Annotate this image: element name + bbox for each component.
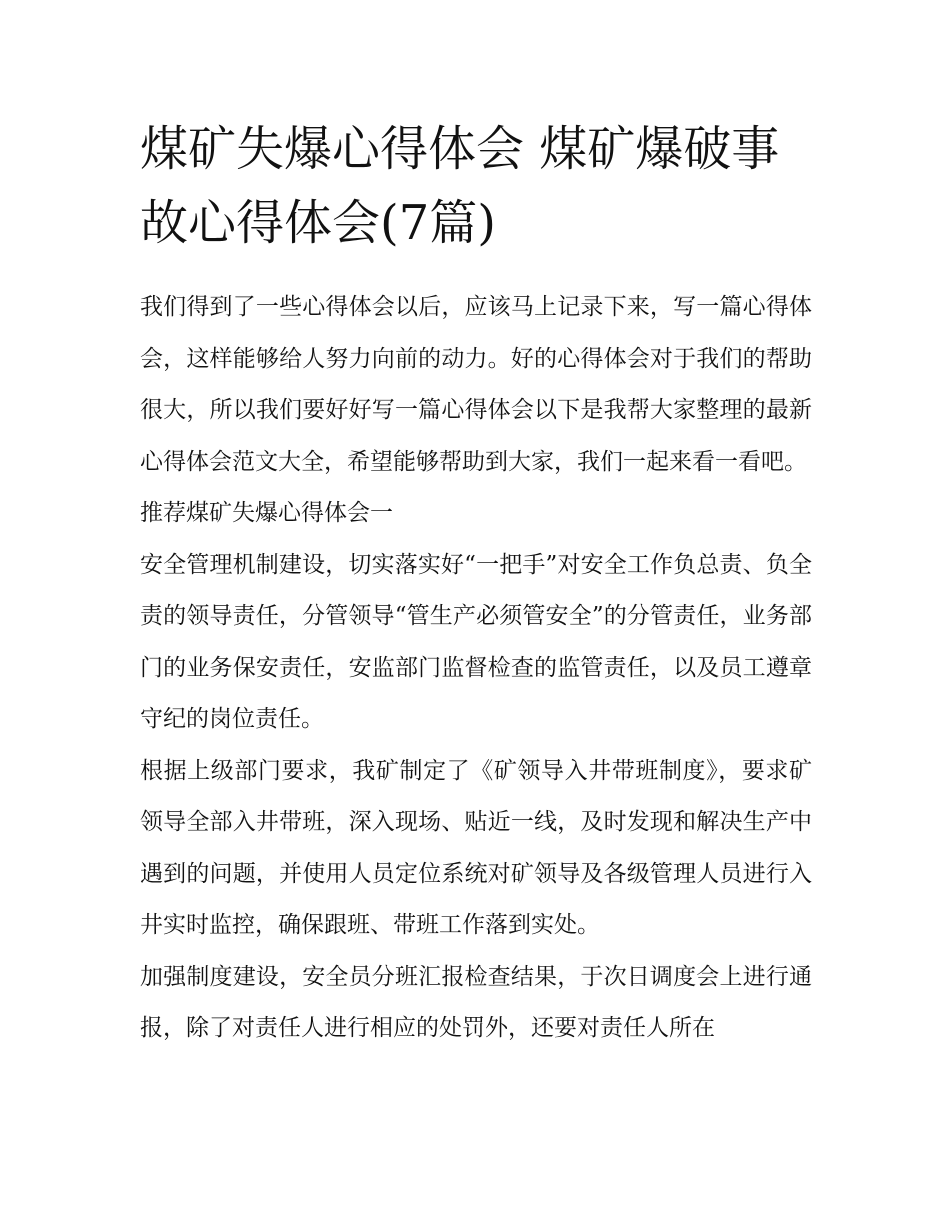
intro-paragraph: 我们得到了一些心得体会以后，应该马上记录下来，写一篇心得体会，这样能够给人努力向前的动力。好的心得体会对于我们的帮助很大，所以我们要好好写一篇心得体会以下是我帮大家整理的最新心得体会范文大全，希望能够帮助到大家，我们一起来看一看吧。	[140, 294, 812, 475]
body-paragraph-2: 根据上级部门要求，我矿制定了《矿领导入井带班制度》，要求矿领导全部入井带班，深入现场、贴近一线，及时发现和解决生产中遇到的问题，并使用人员定位系统对矿领导及各级管理人员进行入井实时监控，确保跟班、带班工作落到实处。	[140, 757, 812, 938]
section-heading: 推荐煤矿失爆心得体会一	[140, 500, 393, 526]
document-title: 煤矿失爆心得体会 煤矿爆破事故心得体会(7篇)	[140, 121, 780, 251]
body-paragraph-3: 加强制度建设，安全员分班汇报检查结果，于次日调度会上进行通报，除了对责任人进行相应的处罚外，还要对责任人所在	[140, 963, 812, 1041]
document-content	[140, 112, 812, 1055]
body-paragraph-1: 安全管理机制建设，切实落实好“一把手”对安全工作负总责、负全责的领导责任，分管领导“管生产必须管安全”的分管责任，业务部门的业务保安责任，安监部门监督检查的监管责任，以及员工遵章守纪的岗位责任。	[140, 551, 812, 732]
document-body	[140, 282, 812, 1055]
